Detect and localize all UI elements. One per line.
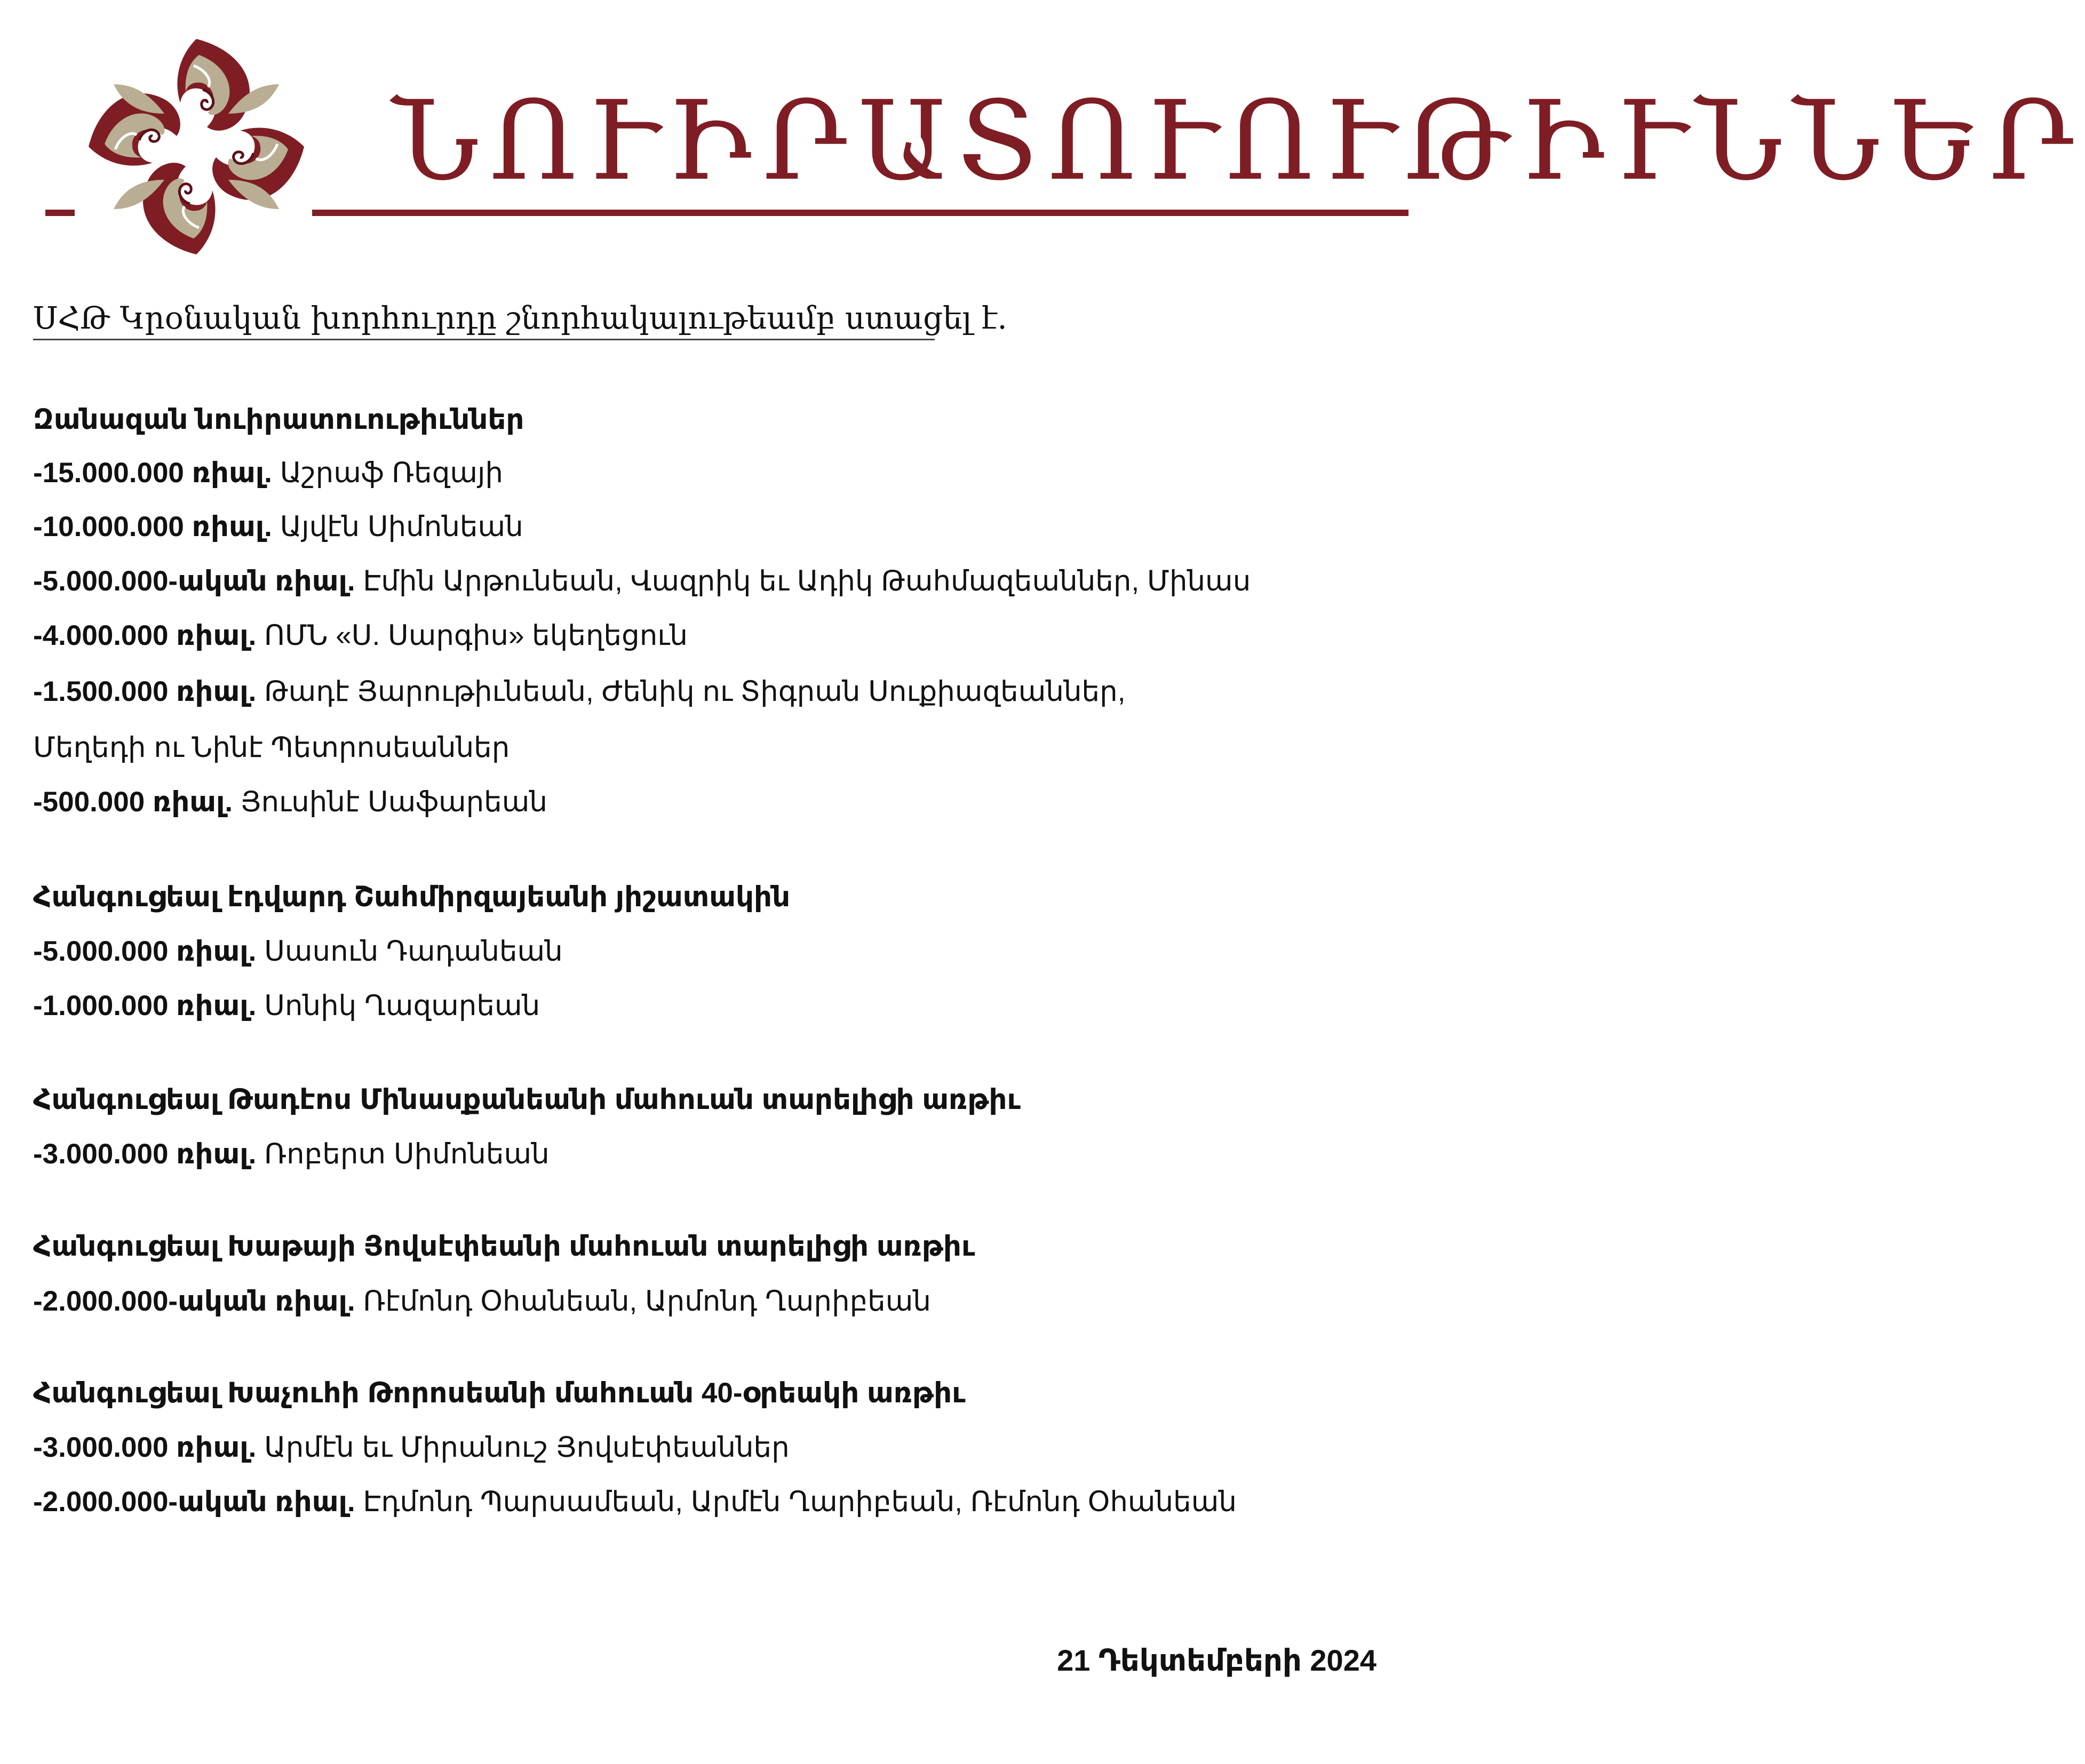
- header-rule-left: [45, 210, 75, 216]
- donor-names: Թադէ Յարութիւնեան, Ժենիկ ու Տիգրան Սուքիազեաններ,: [264, 676, 1126, 707]
- donation-line: [33, 1137, 550, 1171]
- intro-underline: [33, 339, 935, 340]
- donation-line: [33, 619, 688, 653]
- donation-line: [33, 1485, 1237, 1519]
- masthead-title: ՆՈՒԻՐԱՏՈՒՈՒԹԻՒՆՆԵՐ: [392, 78, 2085, 205]
- donation-line: [33, 731, 510, 765]
- section-title: Հանգուցեալ էդվարդ Շահմիրզայեանի յիշատակին: [33, 881, 791, 913]
- donation-amount: -10.000.000 ռիալ.: [33, 511, 272, 542]
- header-rule-right: [312, 210, 1408, 216]
- donation-line: [33, 989, 540, 1023]
- donation-amount: -1.500.000 ռիալ.: [33, 676, 257, 707]
- donor-names: Ռէմոնդ Օհանեան, Արմոնդ Ղարիբեան: [363, 1286, 931, 1317]
- donor-names: Սոնիկ Ղազարեան: [264, 990, 540, 1021]
- donor-names: Աշրաֆ Ռեզայի: [280, 457, 504, 489]
- donor-names: Մեղեդի ու Նինէ Պետրոսեաններ: [33, 732, 510, 763]
- donation-amount: -2.000.000-ական ռիալ.: [33, 1286, 355, 1317]
- donation-line: [33, 675, 1125, 709]
- section-title: Հանգուցեալ Խաչուհի Թորոսեանի մահուան 40-օրեակի առթիւ: [33, 1377, 966, 1409]
- donor-names: Յուսինէ Սաֆարեան: [240, 786, 547, 818]
- section-title: Հանգուցեալ Թադէոս Մինասքանեանի մահուան տարելիցի առթիւ: [33, 1084, 1021, 1115]
- donation-amount: -2.000.000-ական ռիալ.: [33, 1486, 355, 1518]
- donor-names: ՈՄՆ «Ս. Սարգիս» եկեղեցուն: [264, 620, 688, 651]
- donation-line: [33, 1431, 790, 1465]
- donation-amount: -5.000.000 ռիալ.: [33, 936, 257, 967]
- donor-names: Այվէն Սիմոնեան: [280, 511, 523, 542]
- publication-date: 21 Դեկտեմբերի 2024: [1057, 1643, 1376, 1677]
- donation-amount: -5.000.000-ական ռիալ.: [33, 565, 355, 597]
- section-title: Հանգուցեալ Խաթայի Յովսէփեանի մահուան տարելիցի առթիւ: [33, 1231, 975, 1262]
- header: [0, 0, 2085, 267]
- donor-names: Արմէն եւ Միրանուշ Յովսէփեաններ: [264, 1432, 790, 1463]
- donation-amount: -15.000.000 ռիալ.: [33, 457, 272, 489]
- section-title: Զանազան նուիրատուութիւններ: [33, 404, 524, 435]
- donation-line: [33, 785, 547, 819]
- donation-line: [33, 564, 1251, 598]
- intro-text: ՍՀԹ Կրօնական խորհուրդը շնորհակալութեամբ ստացել է.: [33, 300, 1007, 336]
- donor-names: Ռոբերտ Սիմոնեան: [264, 1138, 550, 1170]
- donation-line: [33, 510, 523, 544]
- ornament-logo-icon: [84, 31, 308, 260]
- donation-amount: -3.000.000 ռիալ.: [33, 1432, 257, 1463]
- donation-amount: -1.000.000 ռիալ.: [33, 990, 257, 1021]
- donation-amount: -4.000.000 ռիալ.: [33, 620, 257, 651]
- donation-line: [33, 456, 503, 490]
- donation-amount: -500.000 ռիալ.: [33, 786, 233, 818]
- donation-line: [33, 1284, 931, 1319]
- donation-line: [33, 935, 563, 969]
- donor-names: Էմին Արթունեան, Վազրիկ եւ Ադիկ Թահմազեաններ, Մինաս: [363, 565, 1251, 597]
- donor-names: Սասուն Դադանեան: [264, 936, 563, 967]
- donor-names: Էդմոնդ Պարսամեան, Արմէն Ղարիբեան, Ռէմոնդ Օհանեան: [363, 1486, 1237, 1518]
- donation-amount: -3.000.000 ռիալ.: [33, 1138, 257, 1170]
